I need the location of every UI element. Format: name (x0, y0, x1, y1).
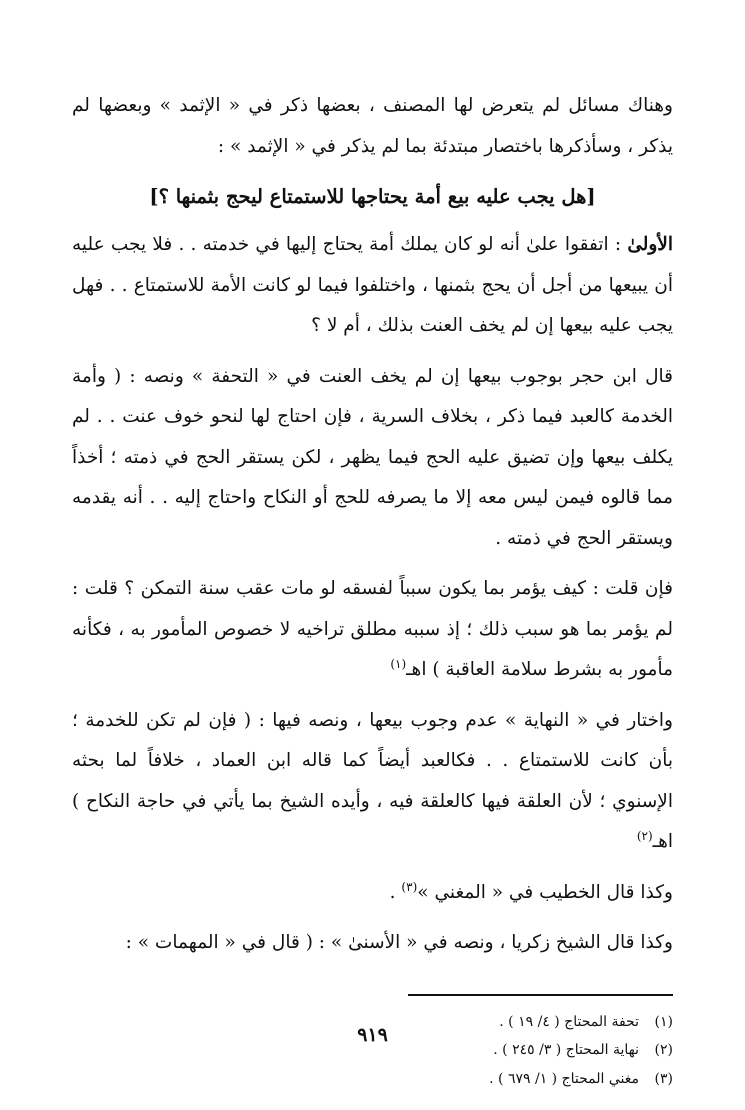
nihaya-paragraph (72, 701, 673, 863)
first-issue-text: : اتفقوا علىٰ أنه لو كان يملك أمة يحتاج إليها في خدمته . . فلا يجب عليه أن يبيعها من أجل أن يحج بثمنها ، واختلفوا فيما لو كانت الأمة للاستمتاع . . فهل يجب عليه بيعها إن لم يخف العنت بذلك ، أم لا ؟ (72, 234, 673, 336)
footnote-separator (408, 994, 673, 996)
zakariya-paragraph: وكذا قال الشيخ زكريا ، ونصه في « الأسنىٰ » : ( قال في « المهمات » : (125, 932, 673, 953)
khatib-period: . (389, 881, 402, 903)
footnote-marker-3[interactable]: (٣) (401, 879, 418, 894)
question-text: فإن قلت : كيف يؤمر بما يكون سبباً لفسقه لو مات عقب سنة التمكن ؟ قلت : لم يؤمر بما هو سبب ذلك ؛ إذ سببه مطلق تراخيه لا خصوص المأمور به ، فكأنه مأمور به بشرط سلامة العاقبة ) اهـ (72, 578, 673, 680)
ibn-hajar-paragraph: قال ابن حجر بوجوب بيعها إن لم يخف العنت في « التحفة » ونصه : ( وأمة الخدمة كالعبد فيما ذكر ، بخلاف السرية ، فإن احتاج لها لنحو خوف عنت . . لم يكلف بيعها وإن تضيق عليه الحج فيما يظهر ، لكن يستقر الحج في ذمته ؛ أخذاً مما قالوه فيمن ليس معه إلا ما يصرفه للحج أو النكاح واحتاج إليه . . أنه يقدمه ويستقر الحج في ذمته . (72, 365, 673, 549)
footnote-text: مغني المحتاج ( ١/ ٦٧٩ ) . (489, 1070, 639, 1087)
footnote-text: نهاية المحتاج ( ٣/ ٢٤٥ ) . (493, 1042, 639, 1058)
footnote-text: تحفة المحتاج ( ٤/ ١٩ ) . (499, 1013, 639, 1030)
section-heading: [هل يجب عليه بيع أمة يحتاجها للاستمتاع ليحج بثمنها ؟] (149, 185, 596, 208)
first-issue-lead: الأولىٰ (627, 234, 673, 255)
question-paragraph (72, 569, 673, 691)
footnotes-section (72, 1008, 673, 1094)
footnote-number: (٣) (654, 1070, 673, 1087)
footnote-number: (٢) (654, 1042, 673, 1058)
footnote-number: (١) (654, 1013, 673, 1030)
khatib-text: وكذا قال الخطيب في « المغني » (417, 881, 673, 903)
khatib-paragraph (72, 873, 673, 914)
footnote-marker-1[interactable]: (١) (390, 656, 407, 671)
page-number: ٩١٩ (357, 1024, 388, 1046)
footnote-item (72, 1065, 673, 1094)
first-issue-paragraph (72, 225, 673, 347)
footnote-marker-2[interactable]: (٢) (636, 828, 653, 843)
intro-paragraph: وهناك مسائل لم يتعرض لها المصنف ، بعضها ذكر في « الإثمد » وبعضها لم يذكر ، وسأذكرها باختصار مبتدئة بما لم يذكر في « الإثمد » : (72, 95, 673, 157)
nihaya-text: واختار في « النهاية » عدم وجوب بيعها ، ونصه فيها : ( فإن لم تكن للخدمة ؛ بأن كانت للاستمتاع . . فكالعبد أيضاً كما قاله ابن العماد ، خلافاً لما بحثه الإسنوي ؛ لأن العلقة فيها كالعلقة فيه ، وأيده الشيخ بما يأتي في حاجة النكاح ) اهـ (72, 709, 673, 852)
